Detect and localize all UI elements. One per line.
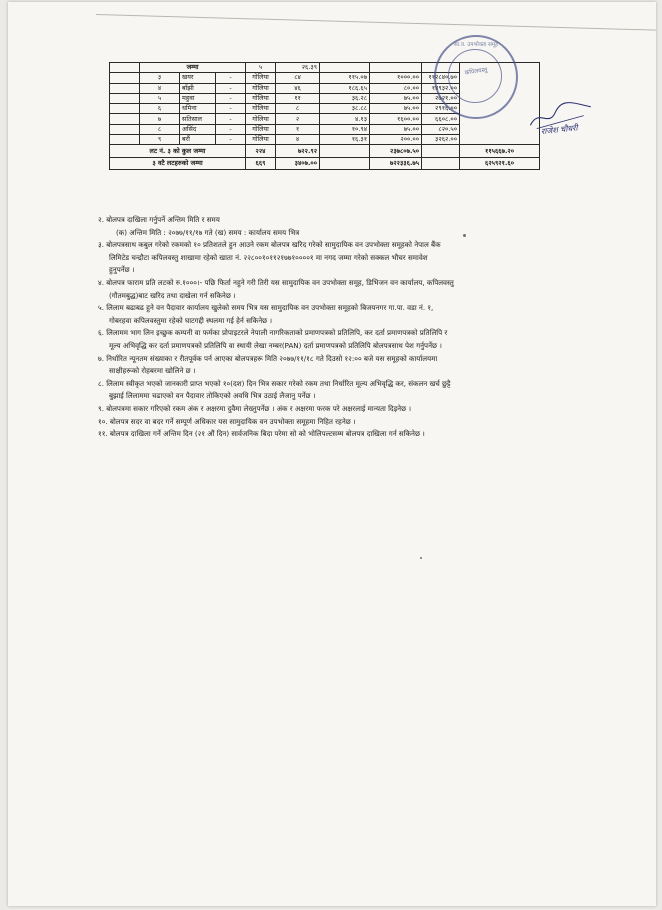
row-type: गोलिया [246,83,276,93]
row-volume: १६.३१ [320,135,370,145]
row-dash: - [216,114,246,124]
row-rate: १६००.०० [370,114,422,124]
term-line: गोबरहवा कपिलवस्तुमा रहेको घाटगद्दी स्थलमा गई हेर्न सकिनेछ । [109,315,273,325]
lot-total-row-amount: २३७८०७.५० [370,145,422,158]
row-amount: २९१६.०० [422,104,460,114]
row-blank-cell [110,135,140,145]
subtotal-label: जम्मा [140,63,246,73]
subtotal-area: २६.३९ [276,63,320,73]
row-count: ४६ [276,83,320,93]
show-through-text [308,802,508,862]
row-dash: - [216,93,246,103]
row-serial: ५ [140,93,180,103]
lot-total-row-blank [320,145,370,158]
all-lots-total-row-blank [320,157,370,170]
row-volume: ३८.८८ [320,104,370,114]
row-rate: १०००.०० [370,73,422,83]
term-line: ९. बोलपत्रमा सकार गरिएको रकम अंक र अक्षरमा दुवैमा लेख्नुपर्नेछ । अंक र अक्षरमा फरक परे अक्षरलाई मान्यता दिइनेछ । [98,403,412,413]
row-blank-cell [110,104,140,114]
term-line: ८. लिलाम स्वीकृत भएको जानकारी प्राप्त भएको १०(दश) दिन भित्र सकार गरेको रकम तथा निर्धारित मूल्य अभिवृद्धि कर, संकलन खर्च छुट्टै [98,378,451,388]
row-volume: ११५.०७ [320,73,370,83]
row-serial: ३ [140,73,180,83]
row-blank-cell [110,124,140,134]
term-line: (गौतमबुद्ध)बाट खरिद तथा दाखेला गर्न सकिनेछ । [109,290,236,300]
row-count: १ [276,124,320,134]
lot-total-row-blank [422,145,460,158]
row-count: ८४ [276,73,320,83]
row-species: खयर [180,73,216,83]
stamp-center-text: कपिलवस्तु [464,66,488,77]
row-serial: ६ [140,104,180,114]
row-dash: - [216,83,246,93]
subtotal-count: ५ [246,63,276,73]
lot-total-row-label: लट नं. ३ को कुल जम्मा [110,145,246,158]
row-count: ४ [276,135,320,145]
row-rate: ७५.०० [370,104,422,114]
tender-terms-list [98,214,578,441]
all-lots-total-row [110,157,540,170]
row-serial: ४ [140,83,180,93]
row-volume: ४.१३ [320,114,370,124]
row-dash: - [216,104,246,114]
term-line: ५. लिलाम बढाबढ हुने वन पैदावार कार्यालय खुलेको समय भित्र यस सामुदायिक वन उपभोक्ता समूहको बिजयनगर गा.पा. वडा नं. १, [98,303,434,313]
row-type: गोलिया [246,104,276,114]
term-line: साक्षीहरूको रोहबरमा खोलिने छ । [109,366,196,376]
row-serial: ७ [140,114,180,124]
signature-name: राजेश चौधरी [540,123,579,137]
row-dash: - [216,135,246,145]
term-line: हुनुपर्नेछ । [109,265,135,275]
row-species: महुवा [180,93,216,103]
row-amount: ३२६२.०० [422,135,460,145]
lot-total-row-count: २२४ [246,145,276,158]
row-serial: ८ [140,124,180,134]
row-serial: ९ [140,135,180,145]
row-blank-cell [110,73,140,83]
term-line: लिमिटेड चन्द्रौटा कपिलवस्तु शाखामा रहेको खाता नं. २२८००१०११२१७७१००००१ मा नगद जम्मा गरेको सक्कल भौचर समावेश [109,252,428,262]
row-type: गोलिया [246,93,276,103]
row-volume: ३६.२८ [320,93,370,103]
row-count: ११ [276,93,320,103]
all-lots-total-row-count: ६६९ [246,157,276,170]
all-lots-total-row-blank [422,157,460,170]
row-amount: ६६०८.०० [422,114,460,124]
term-line: ३. बोलपत्रसाथ कबुल गरेको रकमको १० प्रतिशतले हुन आउने रकम बोलपत्र खरिद गरेको सामुदायिक वन उपभोक्ता समूहको नेपाल बैंक [98,240,441,250]
row-amount: ८२०.५० [422,124,460,134]
row-species: बाँझी [180,83,216,93]
term-line: (क) अन्तिम मिति : २०७७/११/१७ गते (ख) समय : कार्यालय समय भित्र [116,227,300,237]
row-species: धमिना [180,104,216,114]
row-count: २ [276,114,320,124]
term-line: मूल्य अभिवृद्धि कर दर्ता प्रमाणपत्रको प्रतिलिपि वा स्थायी लेखा नम्बर(PAN) दर्ता प्रमाणपत्रको प्रतिलिपि बोलपत्रसाथ पेश गर्नुपर्नेछ । [109,340,442,350]
term-line: १०. बोलपत्र सदर वा बदर गर्ने सम्पूर्ण अधिकार यस सामुदायिक वन उपभोक्ता समूहमा निहित रहनेछ । [98,416,356,426]
row-rate: ८०.०० [370,83,422,93]
lot-total-row [110,145,540,158]
all-lots-total-row-grand: ६२५९२१.६० [460,157,540,170]
term-line: बुझाई लिलाममा चढाएको वन पैदावार तोकिएको अवधि भित्र उठाई लैजानु पर्नेछ । [109,391,316,401]
row-volume: १८६.६५ [320,83,370,93]
row-volume: १०.९४ [320,124,370,134]
row-rate: ७५.०० [370,93,422,103]
row-dash: - [216,73,246,83]
scan-speck [420,557,422,559]
row-species: बरौं [180,135,216,145]
row-amount: ११२८४०.७० [422,73,460,83]
term-line: ६. लिलामम भाग लिन इच्छुक कम्पनी वा फर्मका प्रोपाइटरले नेपाली नागरिकताको प्रमाणपत्रको प्रतिलिपि, कर दर्ता प्रमाणपत्रको प्रतिलिपि र [98,328,448,338]
official-signature [524,96,598,143]
all-lots-total-row-volume: ३४०७.०० [276,157,320,170]
term-line: २. बोलपत्र दाखिला गर्नुपर्ने अन्तिम मिति र समय [98,215,220,224]
row-blank-cell [110,83,140,93]
term-line: ७. निर्धारित न्यूनतम संख्याका र रीतपूर्वक पर्न आएका बोलपत्रहरू मिति २०७७/११/१८ गते दिउसो १२:०० बजे यस समूहको कार्यालयमा [98,353,438,363]
lot-total-row-volume: ७२२.९२ [276,145,320,158]
row-species: सतिसाल [180,114,216,124]
row-type: गोलिया [246,114,276,124]
scan-speck [463,234,466,237]
row-type: गोलिया [246,135,276,145]
row-blank-cell [110,93,140,103]
term-line: ४. बोलपत्र फाराम प्रति लटको रु.१०००।- पछि फिर्ता नहुने गरी तिरी यस सामुदायिक वन उपभोक्ता समूह, डिभिजन वन कार्यालय, कपिलवस्तु [98,277,454,287]
row-species: असिंद [180,124,216,134]
lot-total-row-grand: ११५६६७.२० [460,145,540,158]
row-rate: २००.०० [370,135,422,145]
row-type: गोलिया [246,124,276,134]
stamp-ring-text: सा.व. उपभोक्ता समूह [453,42,499,48]
row-amount: २७२१.०० [422,93,460,103]
row-amount: १४९३२.०० [422,83,460,93]
row-type: गोलिया [246,73,276,83]
term-line: ११. बोलपत्र दाखिला गर्ने अन्तिम दिन (२१ औं दिन) सार्वजनिक बिदा परेमा सो को भोलिपल्टसम्म बोलपत्र दाखिला गर्न सकिनेछ । [98,429,425,439]
row-blank-cell [110,114,140,124]
row-count: ८ [276,104,320,114]
page-fold-line [96,2,656,31]
row-dash: - [216,124,246,134]
office-round-stamp [434,35,518,119]
all-lots-total-row-amount: ७२२३३६.७५ [370,157,422,170]
row-rate: ७५.०० [370,124,422,134]
scanned-document-page [8,2,656,906]
all-lots-total-row-label: ३ वटै लटहरुको जम्मा [110,157,246,170]
